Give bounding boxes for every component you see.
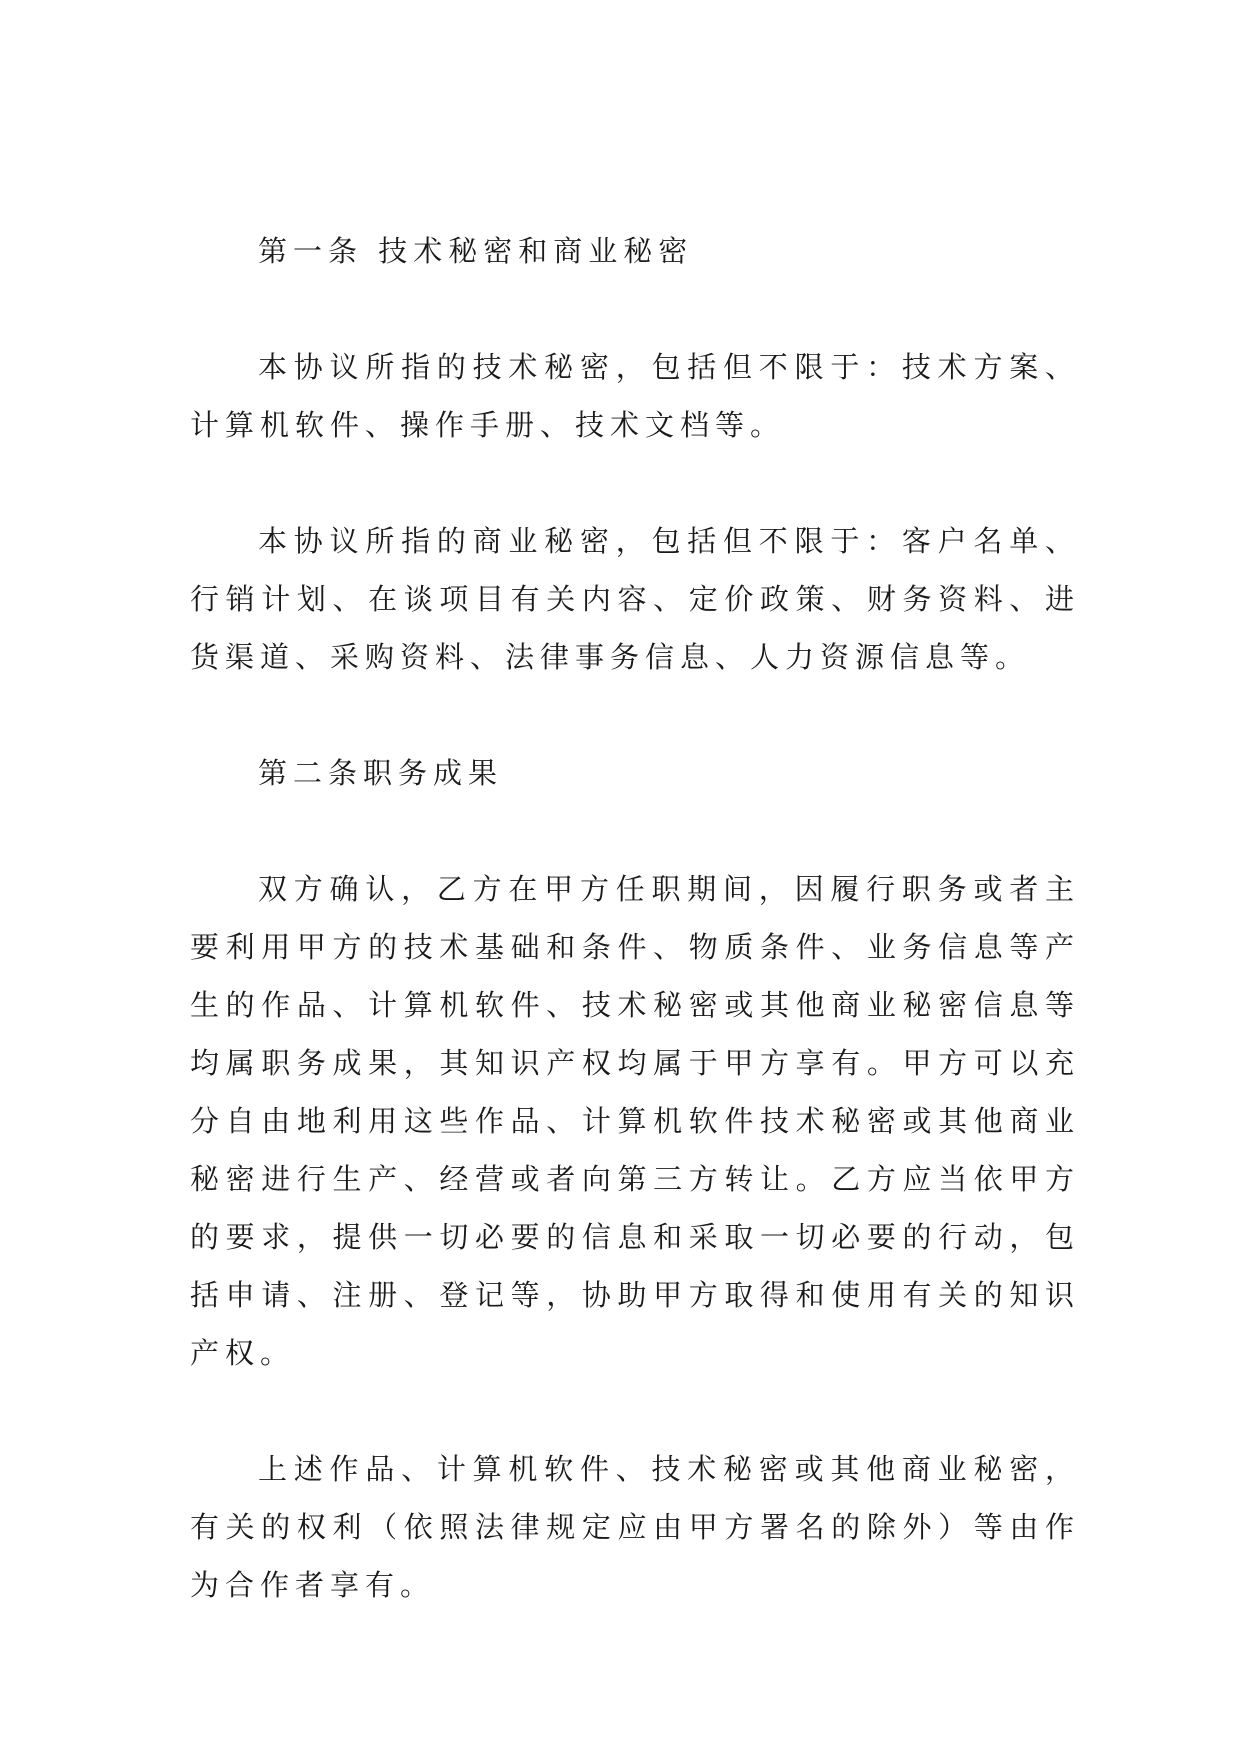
section-1-title: 第一条 技术秘密和商业秘密: [258, 234, 694, 268]
section-2-paragraph-2: 上述作品、计算机软件、技术秘密或其他商业秘密，有关的权利（依照法律规定应由甲方署名的除外）等由作为合作者享有。: [190, 1452, 1080, 1602]
section-1-paragraph-1: 本协议所指的技术秘密，包括但不限于：技术方案、计算机软件、操作手册、技术文档等。: [190, 350, 1080, 442]
section-2-paragraph-1: 双方确认，乙方在甲方任职期间，因履行职务或者主要利用甲方的技术基础和条件、物质条件、业务信息等产生的作品、计算机软件、技术秘密或其他商业秘密信息等均属职务成果，其知识产权均属于甲方享有。甲方可以充分自由地利用这些作品、计算机软件技术秘密或其他商业秘密进行生产、经营或者向第三方转让。乙方应当依甲方的要求，提供一切必要的信息和采取一切必要的行动，包括申请、注册、登记等，协助甲方取得和使用有关的知识产权。: [190, 872, 1080, 1370]
section-1-paragraph-2: 本协议所指的商业秘密，包括但不限于：客户名单、行销计划、在谈项目有关内容、定价政策、财务资料、进货渠道、采购资料、法律事务信息、人力资源信息等。: [190, 524, 1080, 674]
section-2-title: 第二条职务成果: [258, 756, 504, 790]
document-body: [190, 222, 1080, 1672]
